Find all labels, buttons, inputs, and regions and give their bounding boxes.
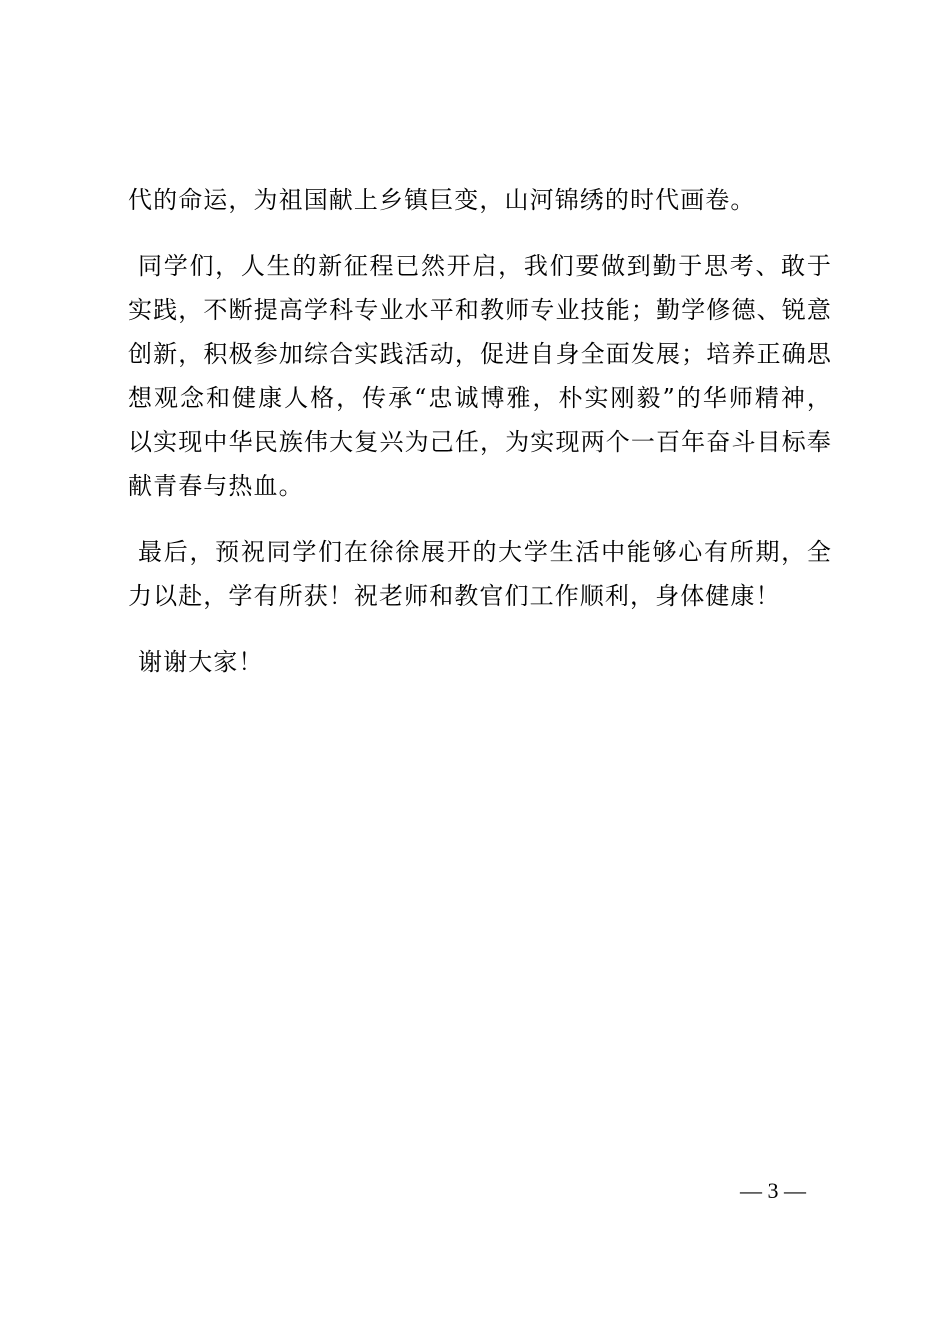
- paragraph-closing-wishes: 最后，预祝同学们在徐徐展开的大学生活中能够心有所期，全力以赴，学有所获！祝老师和教官们工作顺利，身体健康！: [128, 538, 832, 610]
- paragraph-thanks: 谢谢大家！: [138, 648, 264, 676]
- paragraph-continuation: 代的命运，为祖国献上乡镇巨变，山河锦绣的时代画卷。: [128, 186, 756, 214]
- paragraph-encouragement: 同学们，人生的新征程已然开启，我们要做到勤于思考、敢于实践，不断提高学科专业水平和教师专业技能；勤学修德、锐意创新，积极参加综合实践活动，促进自身全面发展；培养正确思想观念和健康人格，传承“忠诚博雅，朴实刚毅”的华师精神，以实现中华民族伟大复兴为己任，为实现两个一百年奋斗目标奉献青春与热血。: [128, 252, 832, 500]
- page-number: — 3 —: [740, 1178, 806, 1203]
- body-text: [128, 178, 832, 706]
